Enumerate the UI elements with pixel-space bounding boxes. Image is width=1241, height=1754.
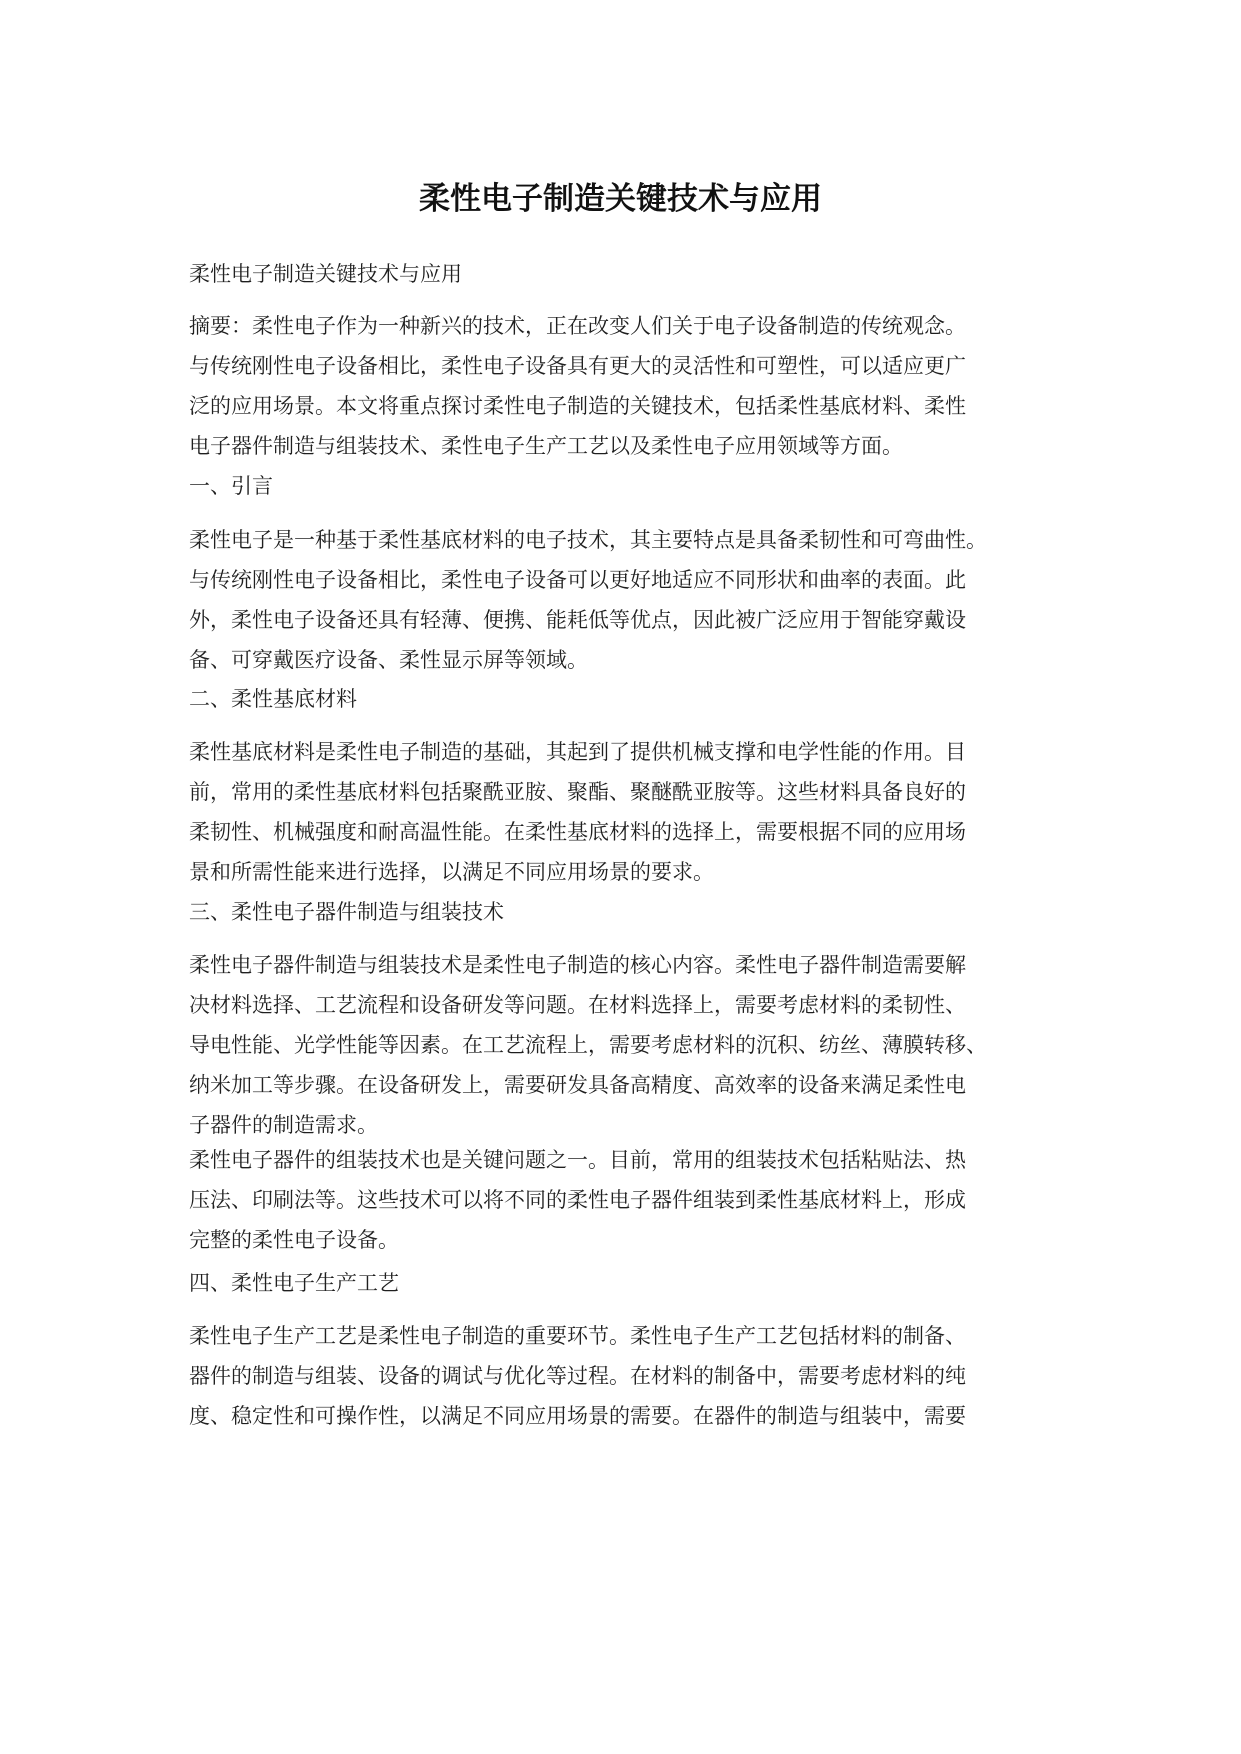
paragraph-line: 备、可穿戴医疗设备、柔性显示屏等领域。 [189,648,588,672]
production-process-paragraph [189,1316,1069,1436]
paragraph-line: 柔性电子是一种基于柔性基底材料的电子技术，其主要特点是具备柔韧性和可弯曲性。 [189,528,987,552]
paragraph-line: 导电性能、光学性能等因素。在工艺流程上，需要考虑材料的沉积、纺丝、薄膜转移、 [189,1033,987,1057]
abstract-line: 电子器件制造与组装技术、柔性电子生产工艺以及柔性电子应用领域等方面。 [189,434,903,458]
paragraph-line: 柔韧性、机械强度和耐高温性能。在柔性基底材料的选择上，需要根据不同的应用场 [189,820,966,844]
paragraph-line: 纳米加工等步骤。在设备研发上，需要研发具备高精度、高效率的设备来满足柔性电 [189,1073,966,1097]
section-heading-introduction: 一、引言 [189,474,273,498]
paragraph-line: 器件的制造与组装、设备的调试与优化等过程。在材料的制备中，需要考虑材料的纯 [189,1364,966,1388]
paragraph-line: 柔性电子器件的组装技术也是关键问题之一。目前，常用的组装技术包括粘贴法、热 [189,1148,966,1172]
device-manufacturing-paragraph [189,945,1069,1145]
assembly-paragraph [189,1140,1069,1260]
paragraph-line: 决材料选择、工艺流程和设备研发等问题。在材料选择上，需要考虑材料的柔韧性、 [189,993,966,1017]
abstract-line: 泛的应用场景。本文将重点探讨柔性电子制造的关键技术，包括柔性基底材料、柔性 [189,394,966,418]
paragraph-line: 景和所需性能来进行选择，以满足不同应用场景的要求。 [189,860,714,884]
paragraph-line: 柔性电子生产工艺是柔性电子制造的重要环节。柔性电子生产工艺包括材料的制备、 [189,1324,966,1348]
section-heading-substrate: 二、柔性基底材料 [189,687,357,711]
substrate-paragraph [189,732,1069,892]
paragraph-line: 外，柔性电子设备还具有轻薄、便携、能耗低等优点，因此被广泛应用于智能穿戴设 [189,608,966,632]
introduction-paragraph [189,520,1069,680]
paragraph-line: 子器件的制造需求。 [189,1113,378,1137]
abstract-line: 与传统刚性电子设备相比，柔性电子设备具有更大的灵活性和可塑性，可以适应更广 [189,354,966,378]
paragraph-line: 完整的柔性电子设备。 [189,1228,399,1252]
abstract-paragraph [189,306,1069,466]
abstract-line: 摘要：柔性电子作为一种新兴的技术，正在改变人们关于电子设备制造的传统观念。 [189,314,966,338]
document-subtitle: 柔性电子制造关键技术与应用 [189,262,462,286]
document-title: 柔性电子制造关键技术与应用 [419,181,822,217]
paragraph-line: 与传统刚性电子设备相比，柔性电子设备可以更好地适应不同形状和曲率的表面。此 [189,568,966,592]
paragraph-line: 前，常用的柔性基底材料包括聚酰亚胺、聚酯、聚醚酰亚胺等。这些材料具备良好的 [189,780,966,804]
paragraph-line: 压法、印刷法等。这些技术可以将不同的柔性电子器件组装到柔性基底材料上，形成 [189,1188,966,1212]
paragraph-line: 柔性基底材料是柔性电子制造的基础，其起到了提供机械支撑和电学性能的作用。目 [189,740,966,764]
paragraph-line: 柔性电子器件制造与组装技术是柔性电子制造的核心内容。柔性电子器件制造需要解 [189,953,966,977]
section-heading-device-manufacturing: 三、柔性电子器件制造与组装技术 [189,900,504,924]
paragraph-line: 度、稳定性和可操作性，以满足不同应用场景的需要。在器件的制造与组装中，需要 [189,1404,966,1428]
section-heading-production-process: 四、柔性电子生产工艺 [189,1271,399,1295]
